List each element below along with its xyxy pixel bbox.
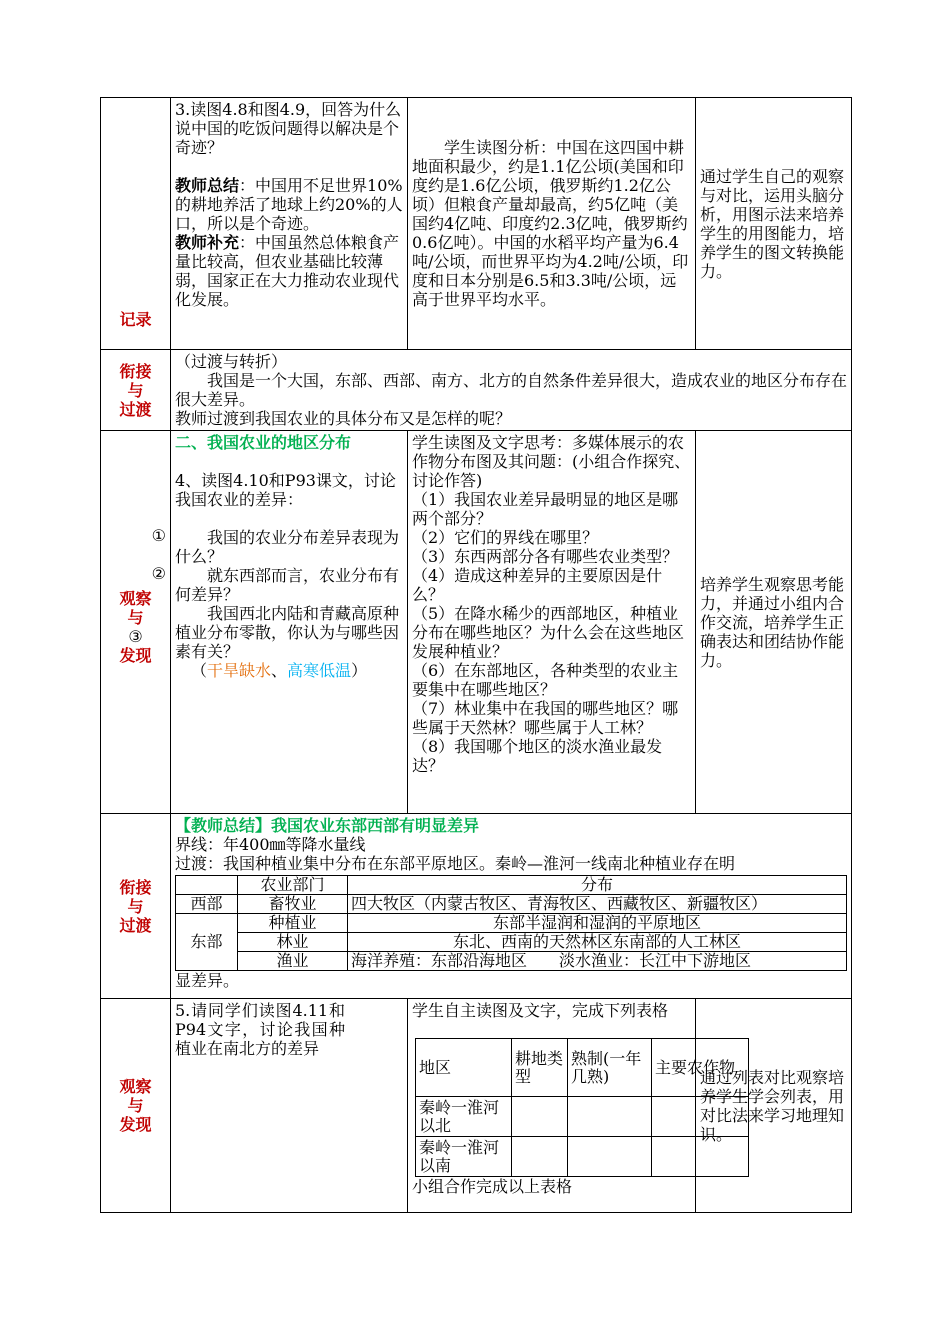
sub-question-2: 就东西部而言，农业分布有何差异？ bbox=[175, 566, 400, 604]
teacher-summary: 教师总结：中国用不足世界10%的耕地养活了地球上约20%的人口，所以是个奇迹。 bbox=[175, 176, 403, 233]
discussion-question: （7）林业集中在我国的哪些地区？哪些属于天然林？哪些属于人工林？ bbox=[412, 699, 679, 737]
question-4: 4、读图4.10和P93课文，讨论我国农业的差异： bbox=[175, 471, 396, 509]
row-observe-2 bbox=[101, 999, 852, 1213]
table-row: 林业 东北、西南的天然林区东南部的人工林区 bbox=[176, 933, 847, 952]
section-heading: 二、我国农业的地区分布 bbox=[175, 433, 352, 452]
design-intent-cell-2 bbox=[696, 431, 852, 814]
design-intent-cell-3 bbox=[696, 999, 852, 1213]
row-label-transition-2: 衔接 与 过渡 bbox=[101, 814, 171, 999]
transition-cell-1 bbox=[171, 350, 852, 431]
discussion-question: （1）我国农业差异最明显的地区是哪两个部分？ bbox=[412, 490, 679, 528]
discussion-question: （5）在降水稀少的西部地区，种植业分布在哪些地区？为什么会在这些地区发展种植业？ bbox=[412, 604, 685, 661]
question-markers: ① ② bbox=[151, 526, 166, 583]
discussion-question: （6）在东部地区，各种类型的农业主要集中在哪些地区？ bbox=[412, 661, 679, 699]
table-row: 渔业 海洋养殖：东部沿海地区 淡水渔业：长江中下游地区 bbox=[176, 952, 847, 971]
row-record bbox=[101, 98, 852, 350]
sub-question-1: 我国的农业分布差异表现为什么？ bbox=[175, 528, 400, 566]
design-intent-text-2: 培养学生观察思考能力，并通过小组内合作交流，培养学生正确表达和团结协作能力。 bbox=[700, 574, 845, 670]
boundary-line: 界线：年400㎜等降水量线 bbox=[175, 835, 366, 854]
teacher-activity-cell-3 bbox=[171, 999, 408, 1213]
discussion-question: （3）东西两部分各有哪些农业类型？ bbox=[412, 547, 679, 566]
student-activity-cell-3 bbox=[408, 999, 736, 1213]
agriculture-distribution-table bbox=[175, 875, 847, 971]
transition-text: 我国是一个大国，东部、西部、南方、北方的自然条件差异很大，造成农业的地区分布存在很大差异。 bbox=[175, 371, 848, 409]
row-label-observe-1: ① ② 观察 与 ③ 发现 bbox=[101, 431, 171, 814]
table-header-row: 农业部门 分布 bbox=[176, 876, 847, 895]
table-row: 秦岭一淮河以南 bbox=[416, 1137, 749, 1177]
discussion-question: （8）我国哪个地区的淡水渔业最发达？ bbox=[412, 737, 663, 775]
table-row: 东部 种植业 东部半湿润和湿润的平原地区 bbox=[176, 914, 847, 933]
teacher-activity-cell bbox=[171, 98, 408, 350]
lesson-plan-table bbox=[100, 97, 852, 1213]
table-row: 西部 畜牧业 四大牧区（内蒙古牧区、青海牧区、西藏牧区、新疆牧区） bbox=[176, 895, 847, 914]
table-row: 秦岭一淮河以北 bbox=[416, 1097, 749, 1137]
design-intent-cell bbox=[696, 98, 852, 350]
transition-question: 教师过渡到我国农业的具体分布又是怎样的呢？ bbox=[175, 409, 512, 428]
row-transition-1 bbox=[101, 350, 852, 431]
design-intent-text-3: 通过列表对比观察培养学生学会列表，用对比法来学习地理知识。 bbox=[700, 1067, 845, 1144]
question-3: 3.读图4.8和图4.9，回答为什么说中国的吃饭问题得以解决是个奇迹？ bbox=[175, 100, 402, 157]
row-label-transition-1: 衔接 与 过渡 bbox=[101, 350, 171, 431]
transition-end: 显差异。 bbox=[175, 971, 240, 990]
row-transition-2 bbox=[101, 814, 852, 999]
teacher-supplement: 教师补充：中国虽然总体粮食产量比较高，但农业基础比较薄弱，国家正在大力推动农业现代化发展。 bbox=[175, 233, 400, 309]
transition-cell-2 bbox=[171, 814, 852, 999]
summary-heading: 【教师总结】我国农业东部西部有明显差异 bbox=[175, 816, 480, 835]
design-intent-text: 通过学生自己的观察与对比，运用头脑分析，用图示法来培养学生的用图能力，培养学生的图文转换能力。 bbox=[700, 166, 845, 281]
student-intro: 学生读图及文字思考：多媒体展示的农作物分布图及其问题：(小组合作探究、讨论作答) bbox=[412, 433, 691, 490]
blank-cell[interactable] bbox=[512, 1137, 568, 1177]
transition-text-2: 过渡：我国种植业集中分布在东部平原地区。秦岭—淮河一线南北种植业存在明 bbox=[175, 854, 736, 873]
table-header-row: 地区 耕地类型 熟制(一年几熟) 主要农作物 bbox=[416, 1039, 749, 1097]
blank-cell[interactable] bbox=[568, 1137, 652, 1177]
question-5: 5.请同学们读图4.11和P94文字，讨论我国种植业在南北方的差异 bbox=[175, 1001, 345, 1058]
answer-factors: （干旱缺水、高寒低温） bbox=[191, 661, 368, 680]
blank-cell[interactable] bbox=[568, 1097, 652, 1137]
student-activity-cell-2 bbox=[408, 431, 696, 814]
row-observe-1 bbox=[101, 431, 852, 814]
blank-cell[interactable] bbox=[512, 1097, 568, 1137]
student-analysis: 学生读图分析：中国在这四国中耕地面积最少，约是1.1亿公顷(美国和印度约是1.6亿公顷，俄罗斯约1.2亿公顷）但粮食产量却最高，约5亿吨（美国约4亿吨、印度约2.3亿吨，俄罗斯约0.6亿吨）。中国的水稻平均产量为6.4吨/公顷，而世界平均为4.2吨/公顷，印度和日本分别是6.5和3.3吨/公顷，远高于世界平均水平。 bbox=[412, 138, 689, 309]
student-intro-2: 学生自主读图及文字，完成下列表格 bbox=[412, 1001, 669, 1020]
transition-heading: （过渡与转折） bbox=[175, 352, 288, 371]
discussion-question: （2）它们的界线在哪里？ bbox=[412, 528, 599, 547]
teacher-activity-cell-2 bbox=[171, 431, 408, 814]
sub-question-3: 我国西北内陆和青藏高原种植业分布零散，你认为与哪些因素有关？ bbox=[175, 604, 400, 661]
row-label-observe-2: 观察 与 发现 bbox=[101, 999, 171, 1213]
discussion-question: （4）造成这种差异的主要原因是什么？ bbox=[412, 566, 663, 604]
student-activity-cell bbox=[408, 98, 696, 350]
table-footer-note: 小组合作完成以上表格 bbox=[412, 1177, 573, 1196]
row-label-record: 记录 bbox=[101, 98, 171, 350]
